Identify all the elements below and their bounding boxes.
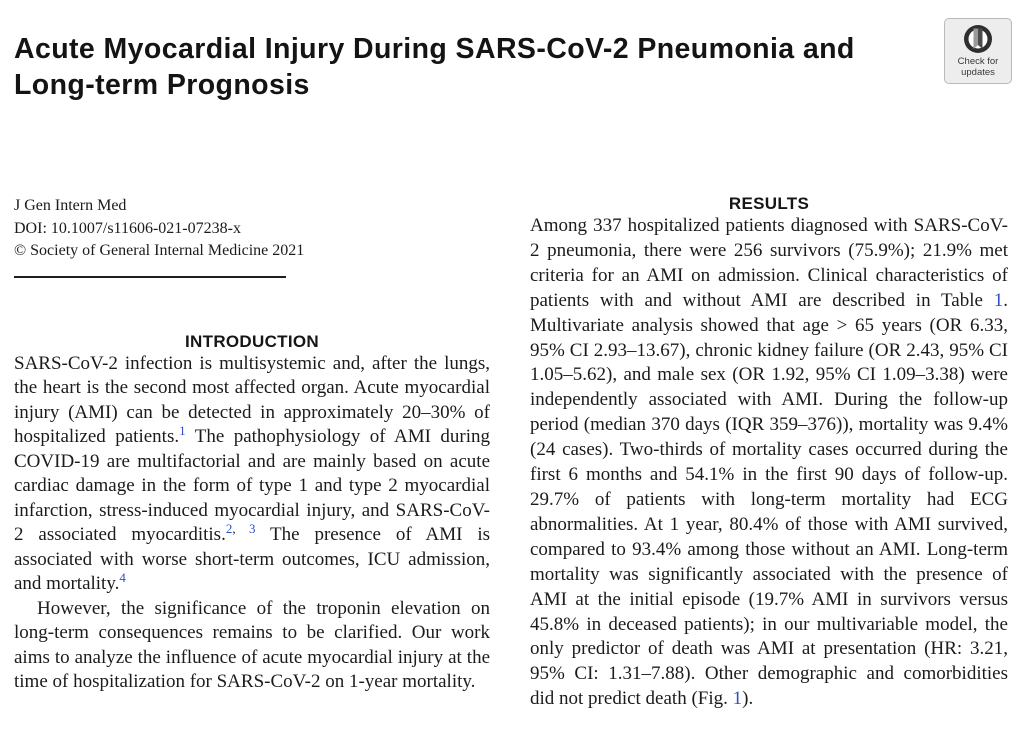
results-heading: RESULTS	[728, 194, 810, 213]
journal-copyright: © Society of General Internal Medicine 2021	[14, 242, 305, 259]
journal-info-block	[14, 188, 490, 263]
reference-link-2[interactable]: 2	[225, 521, 233, 536]
inline-ref-link-1[interactable]: 1	[732, 688, 743, 710]
results-paragraph-1: Among 337 hospitalized patients diagnosed with SARS-CoV-2 pneumonia, there were 256 survivors (75.9%); 21.9% met criteria for an AMI on admission. Clinical characteristics of patients with and without AMI are described in Table 1. Multivariate analysis showed that age > 65 years (OR 6.33, 95% CI 2.93–13.67), chronic kidney failure (OR 2.43, 95% CI 1.05–5.62), and male sex (OR 1.92, 95% CI 1.09–3.38) were independently associated with AMI. During the follow-up period (median 370 days (IQR 359–376)), mortality was 9.4% (24 cases). Two-thirds of mortality cases occurred during the first 6 months and 54.1% in the first 90 days of follow-up. 29.7% of patients with long-term mortality had ECG abnormalities. At 1 year, 80.4% of those with AMI survived, compared to 93.4% among those without an AMI. Long-term mortality was significantly associated with the presence of AMI at the initial episode (19.7% AMI in survivors versus 45.8% in deceased patients); in our multivariable model, the only predictor of death was AMI at presentation (HR: 3.21, 95% CI: 1.31–7.88). Other demographic and comorbidities did not predict death (Fig. 1).	[530, 215, 1008, 710]
intro-paragraph-1: SARS-CoV-2 infection is multisystemic and, after the lungs, the heart is the second most affected organ. Acute myocardial injury (AMI) can be detected in approximately 20–30% of hospitalized patients.$^1$ The pathophysiology of AMI during COVID-19 are multifactorial and are mainly based on acute cardiac damage in the form of type 1 and type 2 myocardial infarction, stress-induced myocardial injury, and SARS-CoV-2 associated myocarditis.$^{2,}$ $^3$ The presence of AMI is associated with worse short-term outcomes, ICU admission, and mortality.$^4$	[14, 352, 491, 594]
divider-rule	[14, 276, 286, 278]
reference-superscript	[119, 570, 126, 585]
crossmark-icon	[963, 24, 993, 54]
reference-superscript	[249, 521, 256, 536]
journal-name: J Gen Intern Med	[14, 197, 127, 214]
reference-separator: ,	[232, 521, 249, 536]
inline-ref-link-1[interactable]: 1	[993, 289, 1004, 311]
check-for-updates-button[interactable]	[944, 18, 1012, 84]
article-title: Acute Myocardial Injury During SARS-CoV-2 Pneumonia and Long-term Prognosis	[14, 33, 855, 102]
reference-link-1[interactable]: 1	[179, 423, 186, 438]
left-column	[14, 188, 490, 695]
reference-link-4[interactable]: 4	[119, 570, 126, 585]
right-column	[530, 188, 1008, 712]
reference-link-3[interactable]: 3	[248, 521, 256, 536]
intro-paragraph-2: However, the significance of the troponin elevation on long-term consequences remains to be clarified. Our work aims to analyze the influence of acute myocardial injury at the time of hospitalization for SARS-CoV-2 on 1-year mortality.	[14, 597, 490, 692]
introduction-heading: INTRODUCTION	[185, 331, 319, 351]
reference-superscript	[179, 423, 186, 438]
check-for-updates-label: Check for updates	[957, 56, 999, 78]
journal-doi: DOI: 10.1007/s11606-021-07238-x	[14, 219, 241, 237]
